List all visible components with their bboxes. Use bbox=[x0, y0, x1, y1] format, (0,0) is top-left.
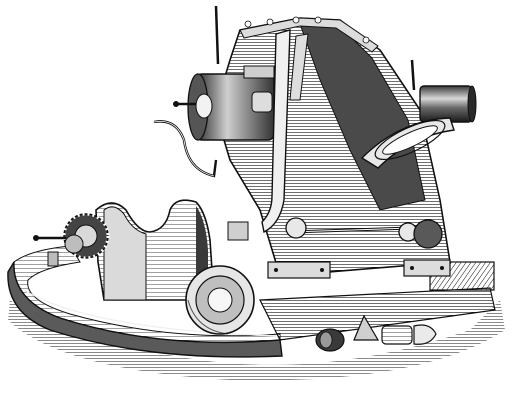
pivot-wheel bbox=[186, 266, 254, 334]
barrel-muzzle bbox=[412, 60, 476, 122]
